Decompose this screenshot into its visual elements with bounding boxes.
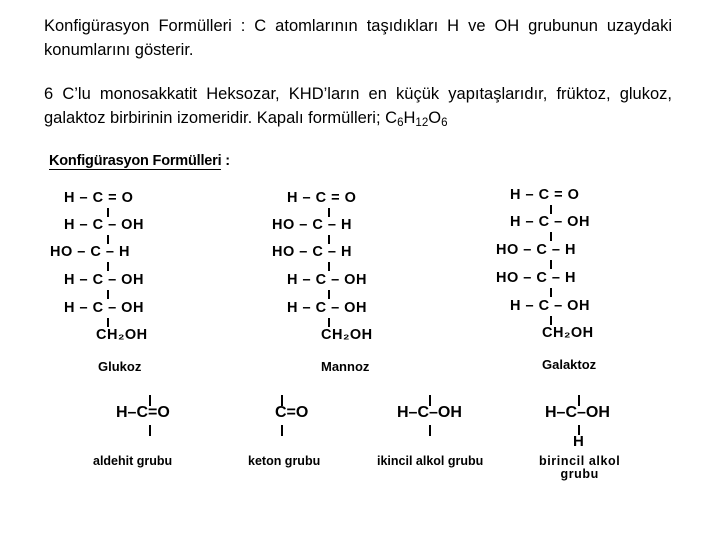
galaktoz-row-3: HO – C – H (496, 242, 576, 258)
secondary-alcohol-label: ikincil alkol grubu (377, 454, 484, 468)
glukoz-row-2: H – C – OH (64, 217, 144, 233)
glukoz-row-6: CH₂OH (96, 327, 148, 343)
aldehyde-label: aldehit grubu (93, 454, 173, 468)
galaktoz-row-2: H – C – OH (510, 214, 590, 230)
secondary-alcohol-formula: H–C–OH (397, 404, 462, 421)
glukoz-row-1: H – C = O (64, 190, 134, 206)
primary-alcohol-formula: H–C–OH (545, 404, 610, 421)
galaktoz-row-6: CH₂OH (542, 325, 594, 341)
closed-formula: $C_6H_{12}O_6$ (385, 109, 448, 129)
primary-alcohol-bottom-h: H (573, 433, 584, 450)
mannoz-row-2: HO – C – H (272, 217, 352, 233)
aldehyde-formula: H–C=O (116, 404, 170, 421)
ketone-formula: C=O (275, 404, 309, 421)
mannoz-row-4: H – C – OH (287, 272, 367, 288)
mannoz-row-3: HO – C – H (272, 244, 352, 260)
primary-alcohol-label: birincil alkol grubu (539, 454, 621, 481)
glukoz-row-4: H – C – OH (64, 272, 144, 288)
configuration-formulas-figure (38, 150, 678, 485)
galaktoz-label: Galaktoz (542, 357, 597, 372)
mannoz-row-5: H – C – OH (287, 300, 367, 316)
galaktoz-row-4: HO – C – H (496, 270, 576, 286)
glukoz-label: Glukoz (98, 359, 142, 374)
galaktoz-row-1: H – C = O (510, 187, 580, 203)
mannoz-row-6: CH₂OH (321, 327, 373, 343)
mannoz-row-1: H – C = O (287, 190, 357, 206)
galaktoz-row-5: H – C – OH (510, 298, 590, 314)
glukoz-row-3: HO – C – H (50, 244, 130, 260)
ketone-label: keton grubu (248, 454, 321, 468)
mannoz-label: Mannoz (321, 359, 370, 374)
hexose-text: 6 C’lu monosakkatit Heksozar, KHD’ların en küçük yapıtaşlarıdır, früktoz, glukoz, galaktoz birbirinin izomeridir. Kapalı formülleri; (44, 85, 672, 127)
figure-title: Konfigürasyon Formülleri : (49, 153, 230, 169)
glukoz-row-5: H – C – OH (64, 300, 144, 316)
definition-paragraph: Konfigürasyon Formülleri : C atomlarının taşıdıkları H ve OH grubunun uzaydaki konumlarını gösterir. (44, 17, 672, 59)
hexose-paragraph (44, 82, 672, 130)
